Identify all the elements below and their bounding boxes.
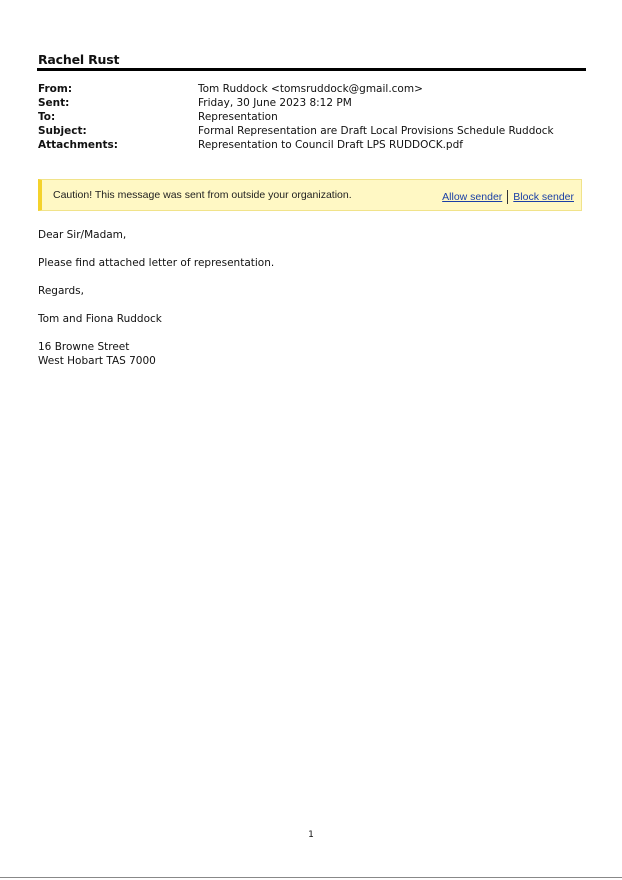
block-sender-link[interactable]: Block sender bbox=[513, 191, 574, 203]
caution-actions bbox=[442, 190, 574, 204]
external-sender-banner bbox=[38, 179, 582, 211]
header-value-attachments: Representation to Council Draft LPS RUDDOCK.pdf bbox=[198, 139, 463, 151]
body-signoff: Regards, bbox=[38, 285, 84, 297]
body-line1: Please find attached letter of representation. bbox=[38, 257, 275, 269]
page-bottom-edge bbox=[0, 877, 622, 878]
page-number: 1 bbox=[308, 830, 314, 840]
header-subject bbox=[38, 124, 586, 138]
body-address-line2: West Hobart TAS 7000 bbox=[38, 355, 156, 367]
caution-message: Caution! This message was sent from outside your organization. bbox=[53, 189, 352, 201]
header-value-from: Tom Ruddock <tomsruddock@gmail.com> bbox=[198, 83, 423, 95]
header-value-to: Representation bbox=[198, 111, 278, 123]
header-from bbox=[38, 82, 586, 96]
sender-name: Rachel Rust bbox=[38, 52, 120, 67]
body-names: Tom and Fiona Ruddock bbox=[38, 313, 162, 325]
header-label-sent: Sent: bbox=[38, 97, 70, 109]
title-divider bbox=[37, 68, 586, 71]
header-to bbox=[38, 110, 586, 124]
header-label-from: From: bbox=[38, 83, 73, 95]
allow-sender-link[interactable]: Allow sender bbox=[442, 191, 503, 203]
header-label-attachments: Attachments: bbox=[38, 139, 118, 151]
email-headers bbox=[38, 82, 586, 152]
body-greeting: Dear Sir/Madam, bbox=[38, 229, 127, 241]
body-address-line1: 16 Browne Street bbox=[38, 341, 130, 353]
caution-separator bbox=[507, 190, 508, 204]
header-value-sent: Friday, 30 June 2023 8:12 PM bbox=[198, 97, 352, 109]
header-label-subject: Subject: bbox=[38, 125, 87, 137]
header-value-subject: Formal Representation are Draft Local Provisions Schedule Ruddock bbox=[198, 125, 554, 137]
header-attachments bbox=[38, 138, 586, 152]
header-sent bbox=[38, 96, 586, 110]
header-label-to: To: bbox=[38, 111, 56, 123]
